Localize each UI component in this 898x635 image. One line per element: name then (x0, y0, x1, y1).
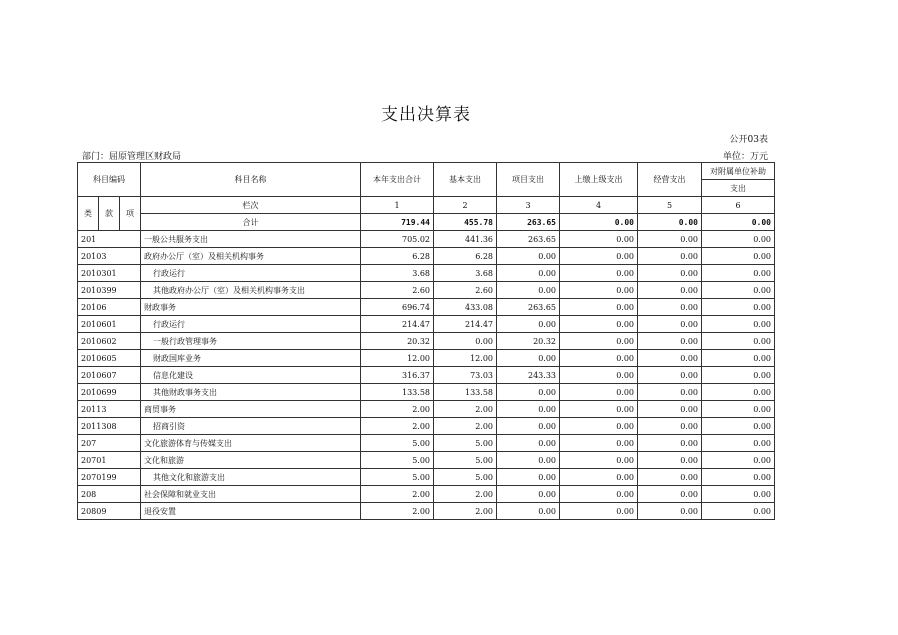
row-subsidy: 0.00 (702, 418, 775, 435)
row-total: 705.02 (361, 231, 434, 248)
row-code: 2010605 (78, 350, 141, 367)
row-upper: 0.00 (560, 265, 638, 282)
header-kuan: 款 (99, 197, 120, 231)
col-number-4: 4 (560, 197, 638, 214)
row-total: 6.28 (361, 248, 434, 265)
row-project: 0.00 (497, 486, 560, 503)
row-code: 20103 (78, 248, 141, 265)
header-xiang: 项 (120, 197, 141, 231)
row-code: 201 (78, 231, 141, 248)
row-code: 2010601 (78, 316, 141, 333)
row-name: 商贸事务 (141, 401, 361, 418)
row-business: 0.00 (638, 282, 702, 299)
row-upper: 0.00 (560, 469, 638, 486)
row-upper: 0.00 (560, 452, 638, 469)
row-upper: 0.00 (560, 333, 638, 350)
row-basic: 12.00 (434, 350, 497, 367)
row-upper: 0.00 (560, 418, 638, 435)
row-code: 2010602 (78, 333, 141, 350)
row-business: 0.00 (638, 316, 702, 333)
header-business: 经营支出 (638, 163, 702, 197)
row-code: 2070199 (78, 469, 141, 486)
table-row (78, 367, 775, 384)
row-business: 0.00 (638, 231, 702, 248)
row-business: 0.00 (638, 350, 702, 367)
header-name: 科目名称 (141, 163, 361, 197)
row-business: 0.00 (638, 418, 702, 435)
row-subsidy: 0.00 (702, 503, 775, 520)
row-name: 财政国库业务 (141, 350, 361, 367)
row-business: 0.00 (638, 384, 702, 401)
row-name: 退役安置 (141, 503, 361, 520)
row-code: 2010607 (78, 367, 141, 384)
row-project: 0.00 (497, 452, 560, 469)
row-basic: 6.28 (434, 248, 497, 265)
row-upper: 0.00 (560, 231, 638, 248)
row-business: 0.00 (638, 452, 702, 469)
row-subsidy: 0.00 (702, 435, 775, 452)
row-total: 5.00 (361, 469, 434, 486)
row-subsidy: 0.00 (702, 282, 775, 299)
row-upper: 0.00 (560, 248, 638, 265)
table-row (78, 418, 775, 435)
header-total: 本年支出合计 (361, 163, 434, 197)
row-basic: 5.00 (434, 469, 497, 486)
row-basic: 73.03 (434, 367, 497, 384)
row-business: 0.00 (638, 503, 702, 520)
row-subsidy: 0.00 (702, 248, 775, 265)
row-business: 0.00 (638, 469, 702, 486)
table-row (78, 299, 775, 316)
row-total: 214.47 (361, 316, 434, 333)
row-subsidy: 0.00 (702, 333, 775, 350)
row-project: 0.00 (497, 469, 560, 486)
row-code: 2011308 (78, 418, 141, 435)
col-number-2: 2 (434, 197, 497, 214)
row-subsidy: 0.00 (702, 452, 775, 469)
row-basic: 2.60 (434, 282, 497, 299)
row-project: 0.00 (497, 350, 560, 367)
row-code: 20113 (78, 401, 141, 418)
header-row (78, 163, 775, 180)
row-business: 0.00 (638, 265, 702, 282)
row-code: 2010399 (78, 282, 141, 299)
row-total: 2.60 (361, 282, 434, 299)
row-basic: 2.00 (434, 418, 497, 435)
total-business: 0.00 (638, 214, 702, 231)
form-number: 公开03表 (729, 135, 768, 145)
total-upper: 0.00 (560, 214, 638, 231)
row-business: 0.00 (638, 248, 702, 265)
total-total: 719.44 (361, 214, 434, 231)
column-number-row (78, 197, 775, 214)
row-subsidy: 0.00 (702, 367, 775, 384)
row-code: 208 (78, 486, 141, 503)
row-subsidy: 0.00 (702, 486, 775, 503)
row-name: 文化和旅游 (141, 452, 361, 469)
row-business: 0.00 (638, 299, 702, 316)
total-label: 合计 (141, 214, 361, 231)
row-subsidy: 0.00 (702, 265, 775, 282)
table-row (78, 503, 775, 520)
row-upper: 0.00 (560, 384, 638, 401)
row-upper: 0.00 (560, 367, 638, 384)
table-row (78, 384, 775, 401)
row-subsidy: 0.00 (702, 316, 775, 333)
row-upper: 0.00 (560, 316, 638, 333)
row-basic: 441.36 (434, 231, 497, 248)
row-total: 2.00 (361, 418, 434, 435)
row-code: 2010301 (78, 265, 141, 282)
row-code: 20106 (78, 299, 141, 316)
row-name: 其他财政事务支出 (141, 384, 361, 401)
row-total: 696.74 (361, 299, 434, 316)
row-total: 3.68 (361, 265, 434, 282)
row-subsidy: 0.00 (702, 231, 775, 248)
expenditure-table (77, 162, 775, 520)
row-name: 信息化建设 (141, 367, 361, 384)
row-basic: 5.00 (434, 435, 497, 452)
row-upper: 0.00 (560, 401, 638, 418)
unit-label: 单位：万元 (722, 152, 768, 162)
row-total: 316.37 (361, 367, 434, 384)
header-upper: 上缴上级支出 (560, 163, 638, 197)
col-number-5: 5 (638, 197, 702, 214)
table-row (78, 282, 775, 299)
row-code: 20701 (78, 452, 141, 469)
row-project: 0.00 (497, 435, 560, 452)
header-code: 科目编码 (78, 163, 141, 197)
row-total: 5.00 (361, 435, 434, 452)
table-row (78, 486, 775, 503)
page-title: 支出决算表 (381, 105, 471, 125)
table-row (78, 231, 775, 248)
total-subsidy: 0.00 (702, 214, 775, 231)
row-name: 财政事务 (141, 299, 361, 316)
row-code: 207 (78, 435, 141, 452)
row-project: 0.00 (497, 384, 560, 401)
table-row (78, 350, 775, 367)
row-subsidy: 0.00 (702, 401, 775, 418)
row-basic: 0.00 (434, 333, 497, 350)
row-name: 其他政府办公厅（室）及相关机构事务支出 (141, 282, 361, 299)
row-name: 行政运行 (141, 316, 361, 333)
table-row (78, 452, 775, 469)
table-row (78, 435, 775, 452)
row-project: 0.00 (497, 401, 560, 418)
row-subsidy: 0.00 (702, 469, 775, 486)
row-subsidy: 0.00 (702, 350, 775, 367)
row-project: 263.65 (497, 231, 560, 248)
table-row (78, 333, 775, 350)
row-name: 社会保障和就业支出 (141, 486, 361, 503)
row-name: 政府办公厅（室）及相关机构事务 (141, 248, 361, 265)
row-name: 文化旅游体育与传媒支出 (141, 435, 361, 452)
row-code: 20809 (78, 503, 141, 520)
header-project: 项目支出 (497, 163, 560, 197)
row-project: 263.65 (497, 299, 560, 316)
department-label: 部门：屈原管理区财政局 (82, 152, 182, 162)
col-number-1: 1 (361, 197, 434, 214)
row-name: 行政运行 (141, 265, 361, 282)
row-upper: 0.00 (560, 435, 638, 452)
row-total: 2.00 (361, 503, 434, 520)
row-total: 5.00 (361, 452, 434, 469)
row-total: 20.32 (361, 333, 434, 350)
header-subsidy-line1: 对附属单位补助 (702, 163, 775, 180)
row-basic: 2.00 (434, 503, 497, 520)
row-project: 0.00 (497, 248, 560, 265)
row-business: 0.00 (638, 486, 702, 503)
row-code: 2010699 (78, 384, 141, 401)
row-project: 0.00 (497, 418, 560, 435)
row-upper: 0.00 (560, 299, 638, 316)
row-name: 一般公共服务支出 (141, 231, 361, 248)
row-project: 0.00 (497, 503, 560, 520)
row-business: 0.00 (638, 333, 702, 350)
table-row (78, 469, 775, 486)
row-subsidy: 0.00 (702, 299, 775, 316)
col-number-6: 6 (702, 197, 775, 214)
total-project: 263.65 (497, 214, 560, 231)
row-total: 12.00 (361, 350, 434, 367)
row-project: 0.00 (497, 282, 560, 299)
row-subsidy: 0.00 (702, 384, 775, 401)
row-basic: 2.00 (434, 401, 497, 418)
row-basic: 2.00 (434, 486, 497, 503)
row-project: 0.00 (497, 265, 560, 282)
row-total: 2.00 (361, 401, 434, 418)
row-name: 一般行政管理事务 (141, 333, 361, 350)
table-row (78, 401, 775, 418)
header-subsidy-line2: 支出 (702, 180, 775, 197)
row-name: 其他文化和旅游支出 (141, 469, 361, 486)
row-project: 20.32 (497, 333, 560, 350)
row-project: 243.33 (497, 367, 560, 384)
row-basic: 133.58 (434, 384, 497, 401)
table-row (78, 316, 775, 333)
total-row (78, 214, 775, 231)
header-lei: 类 (78, 197, 99, 231)
row-basic: 214.47 (434, 316, 497, 333)
table-row (78, 265, 775, 282)
table-row (78, 248, 775, 265)
header-lanci: 栏次 (141, 197, 361, 214)
row-total: 133.58 (361, 384, 434, 401)
row-basic: 3.68 (434, 265, 497, 282)
col-number-3: 3 (497, 197, 560, 214)
row-business: 0.00 (638, 401, 702, 418)
row-project: 0.00 (497, 316, 560, 333)
row-basic: 5.00 (434, 452, 497, 469)
row-upper: 0.00 (560, 503, 638, 520)
row-total: 2.00 (361, 486, 434, 503)
header-basic: 基本支出 (434, 163, 497, 197)
row-basic: 433.08 (434, 299, 497, 316)
row-upper: 0.00 (560, 486, 638, 503)
row-business: 0.00 (638, 367, 702, 384)
row-upper: 0.00 (560, 350, 638, 367)
row-upper: 0.00 (560, 282, 638, 299)
total-basic: 455.78 (434, 214, 497, 231)
row-business: 0.00 (638, 435, 702, 452)
row-name: 招商引资 (141, 418, 361, 435)
